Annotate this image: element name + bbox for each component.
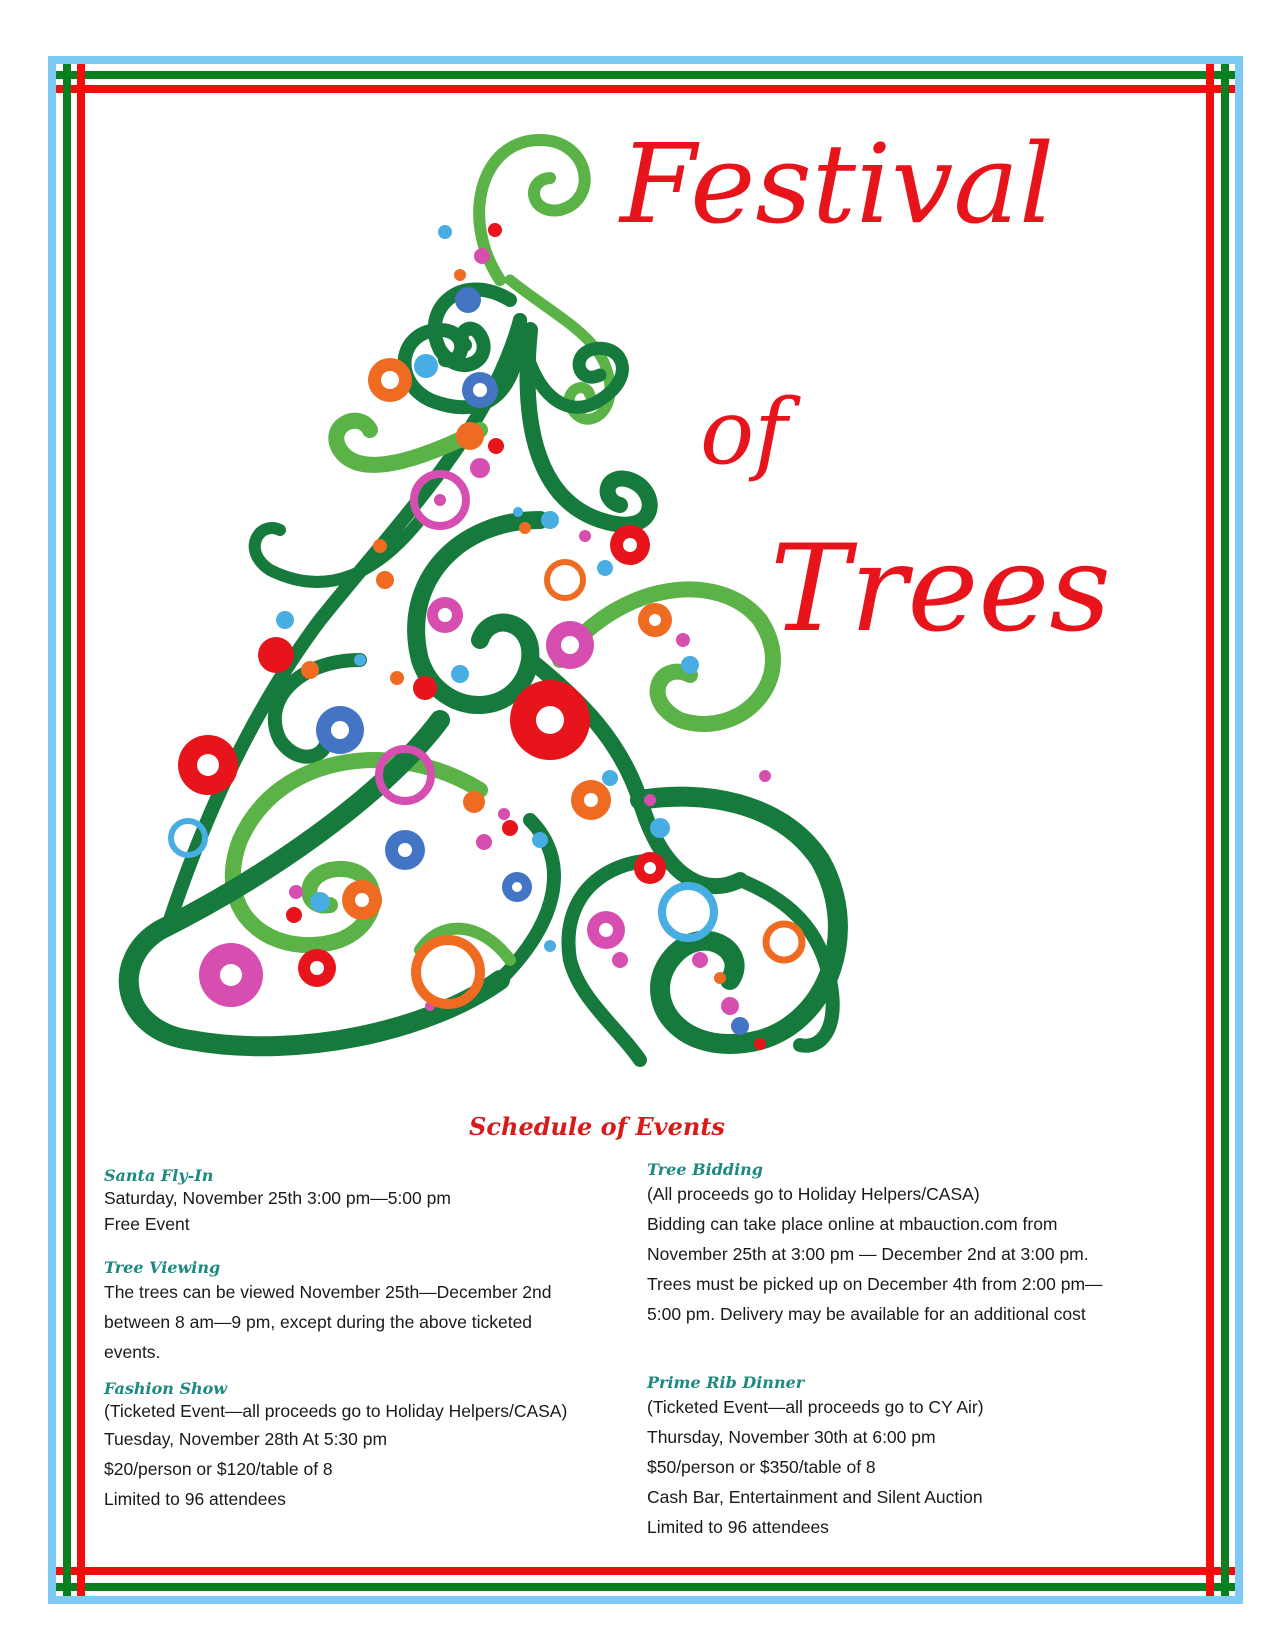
event-heading: Tree Viewing	[104, 1258, 221, 1277]
event-heading: Prime Rib Dinner	[647, 1373, 805, 1392]
title-of: of	[700, 380, 788, 485]
event-prime-rib-dinner	[647, 1373, 1187, 1542]
event-line: The trees can be viewed November 25th—December 2nd	[104, 1282, 552, 1302]
event-line: Bidding can take place online at mbauction.com from	[647, 1214, 1058, 1234]
event-line: Saturday, November 25th 3:00 pm—5:00 pm	[104, 1188, 451, 1208]
event-line: events.	[104, 1342, 161, 1362]
event-heading: Fashion Show	[104, 1379, 228, 1398]
event-line: (All proceeds go to Holiday Helpers/CASA)	[647, 1184, 980, 1204]
event-line: Trees must be picked up on December 4th from 2:00 pm—	[647, 1274, 1103, 1294]
event-line: Limited to 96 attendees	[647, 1517, 829, 1537]
event-line: (Ticketed Event—all proceeds go to Holiday Helpers/CASA)	[104, 1401, 568, 1421]
event-line: between 8 am—9 pm, except during the above ticketed	[104, 1312, 533, 1332]
top-red-line	[56, 85, 1235, 93]
right-green-line	[1221, 64, 1229, 1596]
schedule-heading: Schedule of Events	[469, 1112, 725, 1141]
event-santa-fly-in	[104, 1166, 604, 1236]
event-heading: Tree Bidding	[647, 1160, 763, 1179]
bottom-red-line	[56, 1567, 1235, 1575]
right-red-line	[1206, 64, 1214, 1596]
event-line: November 25th at 3:00 pm — December 2nd at 3:00 pm.	[647, 1244, 1089, 1264]
bottom-green-line	[56, 1583, 1235, 1591]
title-festival: Festival	[620, 120, 1055, 248]
event-line: Tuesday, November 28th At 5:30 pm	[104, 1429, 388, 1449]
title-trees: Trees	[770, 520, 1112, 659]
left-green-line	[63, 64, 71, 1596]
left-red-line	[77, 64, 85, 1596]
event-line: $20/person or $120/table of 8	[104, 1459, 333, 1479]
event-line: Cash Bar, Entertainment and Silent Auction	[647, 1487, 983, 1507]
left-event-column	[104, 1166, 604, 1514]
event-line: (Ticketed Event—all proceeds go to CY Air)	[647, 1397, 984, 1417]
event-line: Limited to 96 attendees	[104, 1489, 286, 1509]
event-fashion-show	[104, 1379, 604, 1514]
event-line: $50/person or $350/table of 8	[647, 1457, 876, 1477]
event-line: Free Event	[104, 1214, 190, 1234]
right-event-column	[647, 1160, 1187, 1542]
event-tree-viewing	[104, 1258, 604, 1367]
top-green-line	[56, 71, 1235, 79]
event-heading: Santa Fly-In	[104, 1166, 214, 1185]
event-tree-bidding	[647, 1160, 1187, 1329]
event-line: 5:00 pm. Delivery may be available for an additional cost	[647, 1304, 1086, 1324]
event-line: Thursday, November 30th at 6:00 pm	[647, 1427, 936, 1447]
